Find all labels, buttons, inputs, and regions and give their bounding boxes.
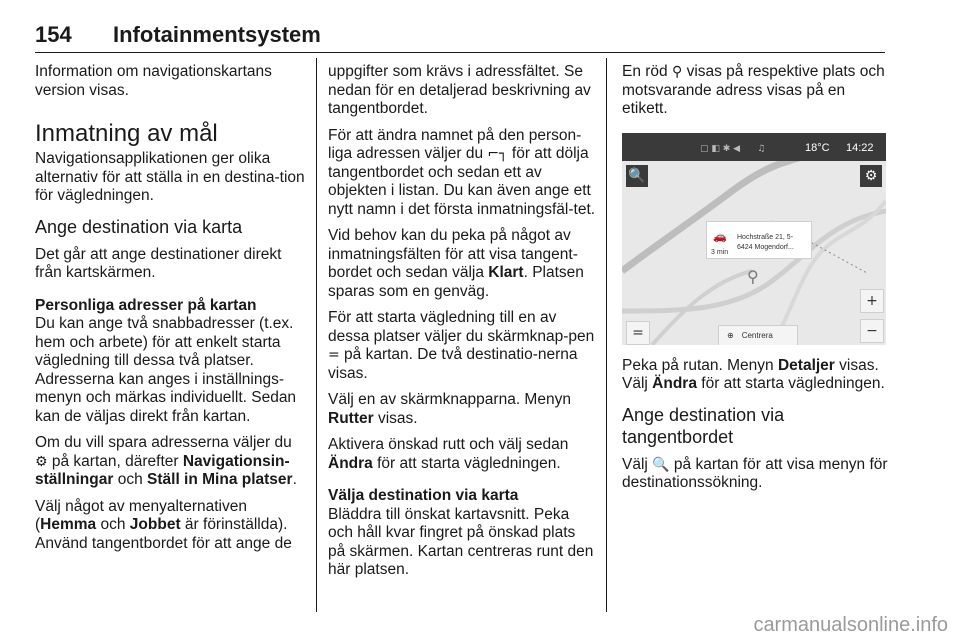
card-address-line-1: Hochstraße 21, 5- — [737, 233, 794, 241]
gear-icon[interactable]: ⚙ — [860, 165, 882, 187]
nav-status-bar — [622, 133, 886, 161]
zoom-out-button[interactable]: − — [860, 319, 884, 343]
text-choose-pre: Välj något av menyalternativen ( — [35, 497, 247, 533]
text-andra: Ändra — [652, 375, 697, 392]
paragraph-keyboard — [622, 456, 888, 493]
zoom-in-button[interactable]: + — [860, 289, 884, 313]
centrera-label: Centrera — [741, 330, 773, 340]
text-detaljer: Detaljer — [777, 356, 835, 374]
heading-personal-addresses: Personliga adresser på kartan — [35, 296, 257, 314]
text-set-places: Ställ in Mina platser — [147, 471, 293, 488]
card-address-line-2: 6424 Mogendorf... — [737, 243, 794, 251]
heading-keyboard: Ange destination via tangentbordet — [622, 404, 785, 447]
text-save-mid: på kartan, därefter — [51, 452, 179, 470]
text-activate-post: för att starta vägledningen. — [377, 454, 561, 472]
paragraph-choose — [35, 498, 305, 554]
watermark: carmanualsonline.info — [753, 614, 948, 636]
paragraph-routes — [328, 391, 596, 428]
pin-icon: ⚲ — [671, 64, 683, 80]
clock: 14:22 — [846, 141, 874, 154]
paragraph-save — [35, 434, 305, 490]
paragraph-address-field: uppgifter som krävs i adressfältet. Se nedan för en detaljerad beskrivning av tangentbordet. — [328, 63, 591, 117]
column-divider-right — [606, 58, 607, 612]
text-jobbet: Jobbet — [129, 516, 181, 533]
card-travel-time: 3 min — [711, 248, 729, 256]
text-tap-box-pre: Peka på rutan. Menyn — [622, 356, 774, 374]
paragraph-scroll-map: Bläddra till önskat kartavsnitt. Peka och håll kvar fingret på önskad plats på skärmen. Kartan centreras runt den här platsen. — [328, 505, 594, 578]
paragraph-red-pin — [622, 63, 888, 119]
column-2 — [328, 63, 596, 588]
text-pin-post: visas på respektive plats och motsvarande adress visas på en etikett. — [622, 63, 885, 117]
heading-inmatning: Inmatning av mål — [35, 120, 218, 147]
crosshair-icon: ⊕ — [727, 330, 734, 340]
column-divider-left — [316, 58, 317, 612]
text-rutter: Rutter — [328, 409, 374, 427]
page-number: 154 — [35, 22, 72, 47]
map-pin-icon: ⚲ — [747, 266, 759, 286]
nav-screenshot — [622, 133, 886, 345]
paragraph-intro: Information om navigationskartans version visas. — [35, 63, 272, 99]
text-period: . — [292, 471, 297, 488]
search-icon[interactable]: 🔍 — [626, 165, 648, 187]
heading-destination-map: Ange destination via karta — [35, 216, 243, 237]
text-menu-post: visas. — [377, 409, 418, 427]
paragraph-tap-field — [328, 227, 596, 301]
paragraph-rename — [328, 127, 596, 220]
text-start-post: på kartan. De två destinatio-nerna visas. — [328, 346, 578, 382]
text-save-pre: Om du vill spara adresserna väljer du — [35, 434, 292, 451]
menu-icon[interactable]: = — [626, 321, 650, 345]
text-rename-pre: För att ändra namnet på den person-liga adressen väljer du — [328, 126, 582, 162]
destination-card[interactable] — [706, 221, 812, 259]
paragraph-nav-app: Navigationsapplikationen ger olika alternativ för att ställa in en destina-tion för vägledningen. — [35, 150, 305, 204]
text-tap-pre: Vid behov kan du peka på något av inmatningsfälten för att visa tangent-bordet och sedan välja — [328, 227, 578, 281]
column-3 — [622, 63, 888, 501]
text-och: och — [117, 471, 143, 488]
text-andra: Ändra — [328, 454, 373, 472]
text-activate-pre: Aktivera önskad rutt och välj sedan — [328, 436, 569, 453]
gear-icon: ⚙ — [35, 453, 48, 470]
temperature: 18°C — [805, 141, 830, 154]
text-menu-pre: Välj en av skärmknapparna. Menyn — [328, 391, 571, 408]
text-klart: Klart — [488, 264, 524, 281]
status-icons: ▢ ◧ ✱ ◀ ♫ — [700, 143, 766, 154]
centrera-button[interactable] — [718, 325, 798, 345]
car-icon: 🚗 — [713, 229, 727, 243]
nav-map — [622, 161, 886, 345]
text-start-pre: För att starta vägledning till en av dessa platser väljer du skärmknap-pen — [328, 309, 595, 345]
header-rule — [35, 52, 885, 53]
text-hemma: Hemma — [40, 516, 97, 533]
paragraph-addresses: Du kan ange två snabbadresser (t.ex. hem och arbete) för att enkelt starta vägledning till dessa två platser. Adresserna kan anges i inställnings-menyn och märkas individuellt. Sedan kan de väljas direkt från kartan. — [35, 315, 297, 425]
text-rename-post: för att dölja tangentbordet och sedan ett av objekten i listan. Du kan även ange ett nytt namn i det första inmatningsfäl-tet. — [328, 145, 596, 218]
paragraph-start-guidance — [328, 309, 596, 383]
text-tap-box-mid: visas. Välj — [622, 356, 879, 392]
paragraph-direct: Det går att ange destinationer direkt från kartskärmen. — [35, 245, 282, 281]
text-kb-pre: Välj — [622, 455, 648, 473]
text-tap-post: . Platsen sparas som en genväg. — [328, 264, 584, 300]
menu-icon: = — [328, 347, 340, 363]
text-nav-settings: Navigationsin-ställningar — [35, 452, 290, 488]
paragraph-tap-box — [622, 357, 888, 394]
text-kb-post: på kartan för att visa menyn för destinationssökning. — [622, 455, 888, 491]
text-tap-box-post: för att starta vägledningen. — [701, 375, 885, 392]
column-1 — [35, 63, 305, 561]
search-icon: 🔍 — [652, 456, 670, 473]
page-header — [35, 22, 885, 52]
text-choose-end: är förinställda). Använd tangentbordet för att ange de — [35, 516, 292, 552]
text-och: och — [100, 516, 126, 533]
keyboard-hide-icon: ⌐┐ — [487, 146, 508, 162]
text-pin-pre: En röd — [622, 63, 668, 80]
section-title: Infotainmentsystem — [113, 22, 321, 47]
heading-select-via-map: Välja destination via karta — [328, 487, 519, 504]
paragraph-activate — [328, 436, 596, 473]
